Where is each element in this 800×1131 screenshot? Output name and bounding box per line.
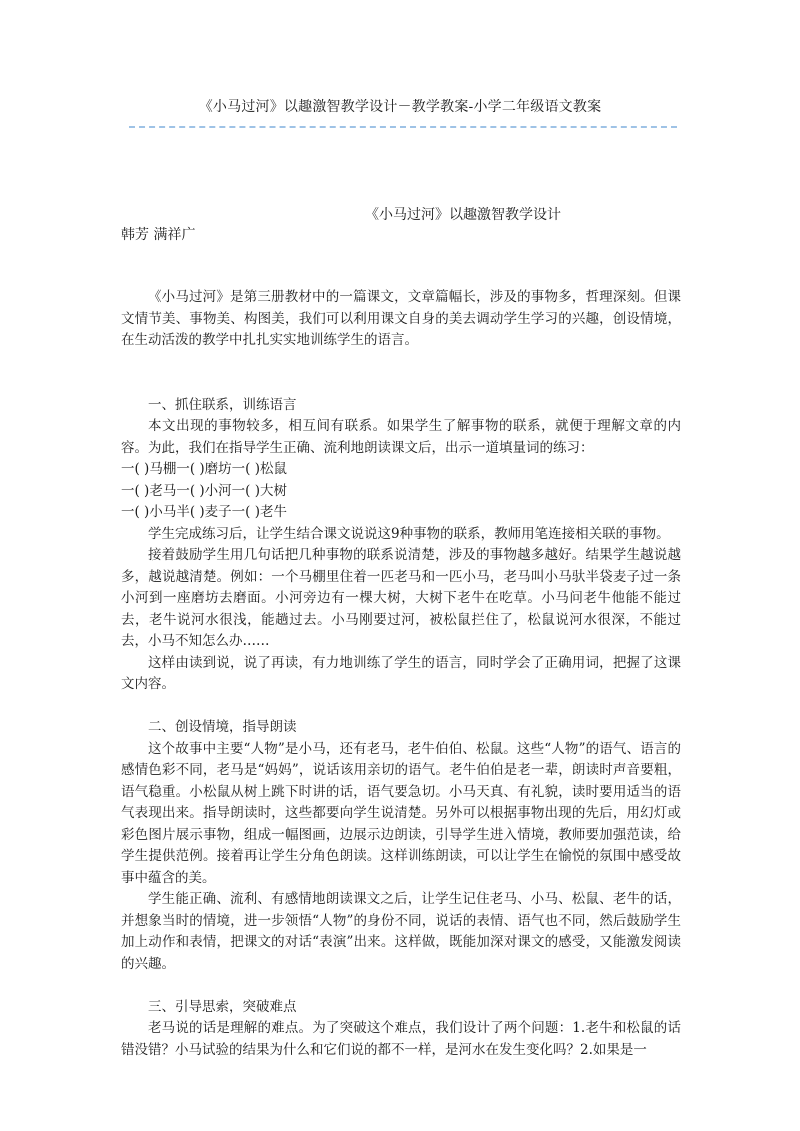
section-2-heading: 二、创设情境，指导朗读 (148, 719, 297, 735)
section-3-heading: 三、引导思索，突破难点 (148, 998, 297, 1015)
section-1-heading: 一、抓住联系，训练语言 (148, 396, 297, 413)
section-1-paragraph-1: 本文出现的事物较多，相互间有联系。如果学生了解事物的联系，就便于理解文章的内容。为此，我们在指导学生正确、流利地朗读课文后，出示一道填量词的练习： (121, 418, 681, 456)
section-1-paragraph-4: 这样由读到说，说了再读，有力地训练了学生的语言，同时学会了正确用词，把握了这课文内容。 (121, 654, 681, 692)
exercise-line-3: 一( )小马半( )麦子一( )老牛 (121, 504, 287, 520)
article-title: 《小马过河》以趣激智教学设计 (365, 207, 561, 223)
section-1-paragraph-2: 学生完成练习后，让学生结合课文说说这9种事物的联系，教师用笔连接相关联的事物。 (148, 525, 670, 542)
section-3-paragraph-1: 老马说的话是理解的难点。为了突破这个难点，我们设计了两个问题：1.老牛和松鼠的话错没错？小马试验的结果为什么和它们说的都不一样，是河水在发生变化吗？2.如果是一 (121, 1020, 681, 1058)
exercise-line-1: 一( )马棚一( )磨坊一( )松鼠 (121, 461, 287, 477)
section-2-paragraph-1: 这个故事中主要“人物”是小马，还有老马，老牛伯伯、松鼠。这些“人物”的语气、语言的感情色彩不同，老马是“妈妈”，说话该用亲切的语气。老牛伯伯是老一辈，朗读时声音要粗，语气稳重。小松鼠从树上跳下时讲的话，语气要急切。小马天真、有礼貌，读时要用适当的语气表现出来。指导朗读时，这些都要向学生说清楚。另外可以根据事物出现的先后，用幻灯或彩色图片展示事物，组成一幅图画，边展示边朗读，引导学生进入情境，教师要加强范读，给学生提供范例。接着再让学生分角色朗读。这样训练朗读，可以让学生在愉悦的氛围中感受故事中蕴含的美。 (121, 740, 681, 886)
article-authors: 韩芳 满祥广 (121, 227, 196, 243)
exercise-line-2: 一( )老马一( )小河一( )大树 (121, 482, 287, 499)
article-body (121, 287, 681, 1061)
document-header-title: 《小马过河》以趣激智教学设计－教学教案-小学二年级语文教案 (198, 99, 602, 115)
section-1-paragraph-3: 接着鼓励学生用几句话把几种事物的联系说清楚，涉及的事物越多越好。结果学生越说越多，越说越清楚。例如：一个马棚里住着一匹老马和一匹小马，老马叫小马驮半袋麦子过一条小河到一座磨坊去磨面。小河旁边有一棵大树，大树下老牛在吃草。小马问老牛他能不能过去，老牛说河水很浅，能趟过去。小马刚要过河，被松鼠拦住了，松鼠说河水很深，不能过去，小马不知怎么办…… (121, 547, 681, 649)
header-dashed-divider (129, 126, 677, 128)
intro-paragraph: 《小马过河》是第三册教材中的一篇课文，文章篇幅长，涉及的事物多，哲理深刻。但课文情节美、事物美、构图美，我们可以利用课文自身的美去调动学生学习的兴趣，创设情境，在生动活泼的教学中扎扎实实地训练学生的语言。 (121, 289, 681, 348)
section-2-paragraph-2: 学生能正确、流利、有感情地朗读课文之后，让学生记住老马、小马、松鼠、老牛的话，并想象当时的情境，进一步领悟“人物”的身份不同，说话的表情、语气也不同，然后鼓励学生加上动作和表情，把课文的对话“表演”出来。这样做，既能加深对课文的感受，又能激发阅读的兴趣。 (121, 891, 681, 972)
